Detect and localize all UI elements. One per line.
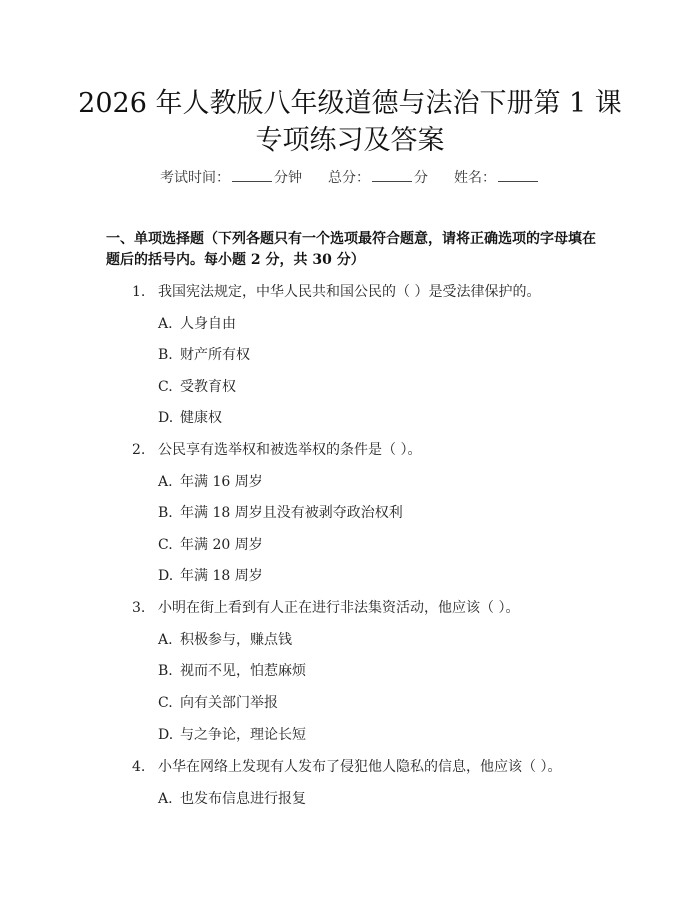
question-2-option-d [158,566,608,586]
question-2-option-b [158,503,608,523]
question-1-option-c [158,377,608,397]
option-text: 与之争论，理论长短 [180,727,306,743]
name-label: 姓名： [454,170,496,186]
question-number: 4. [132,759,146,775]
option-letter: B. [158,505,173,521]
option-letter: C. [158,537,173,553]
option-letter: B. [158,663,173,679]
score-label: 总分： [328,170,370,186]
question-2-option-a [158,472,608,492]
score-blank [372,168,412,182]
document-title-line1: 2026 年人教版八年级道德与法治下册第 1 课 [78,88,622,119]
question-3 [132,598,632,618]
question-3-option-c [158,693,608,713]
question-text: 小华在网络上发现有人发布了侵犯他人隐私的信息，他应该（ ）。 [158,759,562,775]
option-letter: D. [158,410,174,426]
question-1 [132,282,632,302]
option-text: 年满 18 周岁且没有被剥夺政治权利 [180,505,403,521]
question-3-option-a [158,630,608,650]
time-blank [232,168,272,182]
question-3-option-d [158,725,608,745]
question-4-option-a [158,789,608,809]
option-letter: D. [158,568,174,584]
question-number: 2. [132,442,146,458]
question-text: 我国宪法规定，中华人民共和国公民的（ ）是受法律保护的。 [158,284,541,300]
question-1-option-b [158,345,608,365]
question-1-option-a [158,314,608,334]
time-label: 考试时间： [160,170,230,186]
option-text: 年满 18 周岁 [180,568,263,584]
option-text: 健康权 [180,410,222,426]
time-unit: 分钟 [274,170,302,186]
document-title-line2: 专项练习及答案 [255,125,445,156]
question-number: 1. [132,284,146,300]
question-text: 公民享有选举权和被选举权的条件是（ ）。 [158,442,422,458]
question-1-option-d [158,408,608,428]
question-number: 3. [132,600,146,616]
exam-meta-line [0,167,700,187]
option-letter: B. [158,347,173,363]
option-text: 也发布信息进行报复 [180,791,306,807]
name-blank [498,168,538,182]
question-4 [132,757,632,777]
option-text: 人身自由 [180,316,236,332]
option-text: 受教育权 [180,379,236,395]
question-2-option-c [158,535,608,555]
question-2 [132,440,632,460]
option-letter: A. [158,474,173,490]
option-letter: C. [158,379,173,395]
option-text: 财产所有权 [180,347,250,363]
option-letter: D. [158,727,174,743]
option-text: 年满 16 周岁 [180,474,263,490]
score-unit: 分 [414,170,428,186]
question-text: 小明在街上看到有人正在进行非法集资活动，他应该（ ）。 [158,600,520,616]
option-letter: A. [158,632,173,648]
option-text: 向有关部门举报 [180,695,278,711]
option-text: 年满 20 周岁 [180,537,263,553]
section-heading-line1: 一、单项选择题（下列各题只有一个选项最符合题意，请将正确选项的字母填在 [106,231,596,247]
option-letter: C. [158,695,173,711]
option-text: 积极参与，赚点钱 [180,632,292,648]
question-3-option-b [158,661,608,681]
option-letter: A. [158,791,173,807]
option-letter: A. [158,316,173,332]
section-heading-line2: 题后的括号内。每小题 2 分，共 30 分） [106,252,365,268]
option-text: 视而不见，怕惹麻烦 [180,663,306,679]
